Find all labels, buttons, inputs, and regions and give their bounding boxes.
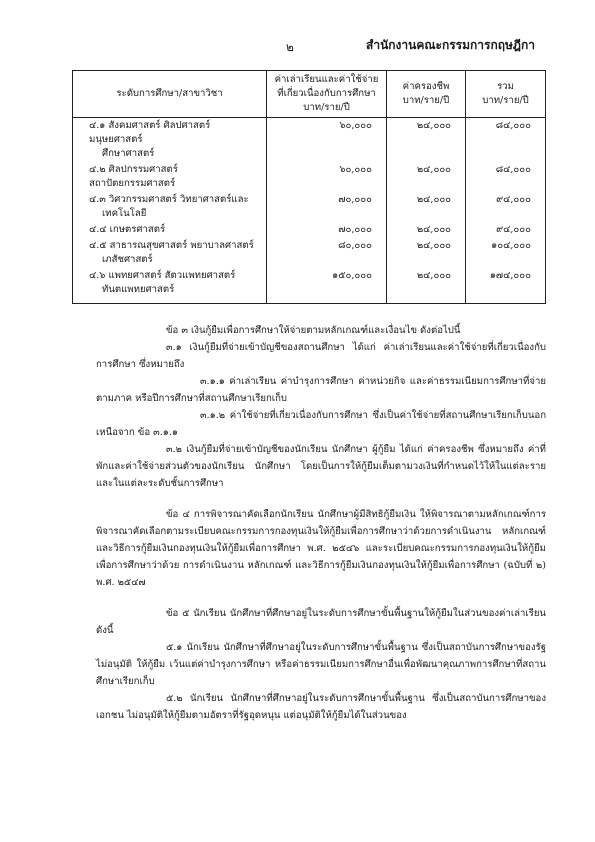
row-field: ๔.๒ ศิลปกรรมศาสตร์ สถาปัตยกรรมศาสตร์ <box>73 162 267 192</box>
row-living: ๒๔,๐๐๐ <box>386 162 465 192</box>
clause-3-lead: ข้อ ๓ เงินกู้ยืมเพื่อการศึกษาให้จ่ายตามหลักเกณฑ์และเงื่อนไข ดังต่อไปนี้ <box>166 325 461 336</box>
organization-name: สำนักงานคณะกรรมการกฤษฎีกา <box>366 38 535 52</box>
table-row <box>73 222 546 238</box>
clause-3-1-2: ๓.๑.๒ ค่าใช้จ่ายที่เกี่ยวเนื่องกับการศึกษา ซึ่งเป็นค่าใช้จ่ายที่สถานศึกษาเรียกเก็บนอกเหนือจาก ข้อ ๓.๑.๑ <box>96 410 546 438</box>
clause-3-2: ๓.๒ เงินกู้ยืมที่จ่ายเข้าบัญชีของนักเรียน นักศึกษา ผู้กู้ยืม ได้แก่ ค่าครองชีพ ซึ่งหมายถึง ค่าที่พักและค่าใช้จ่ายส่วนตัวของนักเรียน นักศึกษา โดยเป็นการให้กู้ยืมเต็มตามวงเงินที่กำหนดไว้ให้ในแต่ละรายและในแต่ละระดับชั้นการศึกษา <box>96 444 546 489</box>
row-field: ๔.๑ สังคมศาสตร์ ศิลปศาสตร์ มนุษยศาสตร์ ศึกษาศาสตร์ <box>73 118 267 163</box>
table-row <box>73 118 546 163</box>
header-total: รวม บาท/ราย/ปี <box>466 71 546 118</box>
page-number: ๒ <box>286 40 294 54</box>
row-field: ๔.๖ แพทยศาสตร์ สัตวแพทยศาสตร์ ทันตแพทยศาสตร์ <box>73 268 267 304</box>
table-row <box>73 162 546 192</box>
row-tuition: ๖๐,๐๐๐ <box>267 162 387 192</box>
row-tuition: ๖๐,๐๐๐ <box>267 118 387 163</box>
header-field-of-study: ระดับการศึกษา/สาขาวิชา <box>73 71 267 118</box>
table-row <box>73 192 546 222</box>
row-living: ๒๔,๐๐๐ <box>386 118 465 163</box>
row-tuition: ๑๕๐,๐๐๐ <box>267 268 387 304</box>
header-living-cost: ค่าครองชีพ บาท/ราย/ปี <box>386 71 465 118</box>
row-field: ๔.๓ วิศวกรรมศาสตร์ วิทยาศาสตร์และ เทคโนโลยี <box>73 192 267 222</box>
document-body <box>96 322 546 724</box>
row-total: ๑๐๔,๐๐๐ <box>466 238 546 268</box>
table-row <box>73 268 546 304</box>
row-tuition: ๗๐,๐๐๐ <box>267 222 387 238</box>
row-total: ๙๔,๐๐๐ <box>466 192 546 222</box>
clause-5-1: ๕.๑ นักเรียน นักศึกษาที่ศึกษาอยู่ในระดับการศึกษาขั้นพื้นฐาน ซึ่งเป็นสถาบันการศึกษาของรัฐ ไม่อนุมัติ ให้กู้ยืม เว้นแต่ค่าบำรุงการศึกษา หรือค่าธรรมเนียมการศึกษาอื่นเพื่อพัฒนาคุณภาพการศึกษาที่สถานศึกษาเรียกเก็บ <box>96 642 546 687</box>
row-total: ๘๔,๐๐๐ <box>466 118 546 163</box>
clause-5-lead: ข้อ ๕ นักเรียน นักศึกษาที่ศึกษาอยู่ในระดับการศึกษาขั้นพื้นฐานให้กู้ยืมในส่วนของค่าเล่าเรียน ดังนี้ <box>96 608 546 636</box>
clause-3-1-1: ๓.๑.๑ ค่าเล่าเรียน ค่าบำรุงการศึกษา ค่าหน่วยกิจ และค่าธรรมเนียมการศึกษาที่จ่ายตามภาค หรือปีการศึกษาที่สถานศึกษาเรียกเก็บ <box>96 376 546 404</box>
row-living: ๒๔,๐๐๐ <box>386 222 465 238</box>
table-header-row <box>73 71 546 118</box>
row-tuition: ๗๐,๐๐๐ <box>267 192 387 222</box>
table-row <box>73 238 546 268</box>
row-total: ๑๗๔,๐๐๐ <box>466 268 546 304</box>
row-field: ๔.๔ เกษตรศาสตร์ <box>73 222 267 238</box>
row-living: ๒๔,๐๐๐ <box>386 268 465 304</box>
row-living: ๒๔,๐๐๐ <box>386 238 465 268</box>
row-total: ๙๔,๐๐๐ <box>466 222 546 238</box>
clause-5-2: ๕.๒ นักเรียน นักศึกษาที่ศึกษาอยู่ในระดับการศึกษาขั้นพื้นฐาน ซึ่งเป็นสถาบันการศึกษาของเอกชน ไม่อนุมัติให้กู้ยืมตามอัตราที่รัฐอุดหนุน แต่อนุมัติให้กู้ยืมได้ในส่วนของ <box>96 693 546 721</box>
row-field: ๔.๕ สาธารณสุขศาสตร์ พยาบาลศาสตร์ เภสัชศาสตร์ <box>73 238 267 268</box>
row-living: ๒๔,๐๐๐ <box>386 192 465 222</box>
clause-3-1: ๓.๑ เงินกู้ยืมที่จ่ายเข้าบัญชีของสถานศึกษา ได้แก่ ค่าเล่าเรียนและค่าใช้จ่ายที่เกี่ยวเนื่องกับการศึกษา ซึ่งหมายถึง <box>96 342 546 370</box>
row-total: ๘๔,๐๐๐ <box>466 162 546 192</box>
row-tuition: ๘๐,๐๐๐ <box>267 238 387 268</box>
clause-4: ข้อ ๔ การพิจารณาคัดเลือกนักเรียน นักศึกษาผู้มีสิทธิกู้ยืมเงิน ให้พิจารณาตามหลักเกณฑ์การพิจารณาคัดเลือกตามระเบียบคณะกรรมการกองทุนเงินให้กู้ยืมเพื่อการศึกษาว่าด้วยการดำเนินงาน หลักเกณฑ์ และวิธีการกู้ยืมเงินกองทุนเงินให้กู้ยืมเพื่อการศึกษา พ.ศ. ๒๕๔๖ และระเบียบคณะกรรมการกองทุนเงินให้กู้ยืมเพื่อการศึกษาว่าด้วย การดำเนินงาน หลักเกณฑ์ และวิธีการกู้ยืมเงินกองทุนเงินให้กู้ยืมเพื่อการศึกษา (ฉบับที่ ๒) พ.ศ. ๒๕๔๗ <box>96 509 546 588</box>
header-tuition: ค่าเล่าเรียนและค่าใช้จ่าย ที่เกี่ยวเนื่องกับการศึกษา บาท/ราย/ปี <box>267 71 387 118</box>
fee-table <box>72 70 546 304</box>
